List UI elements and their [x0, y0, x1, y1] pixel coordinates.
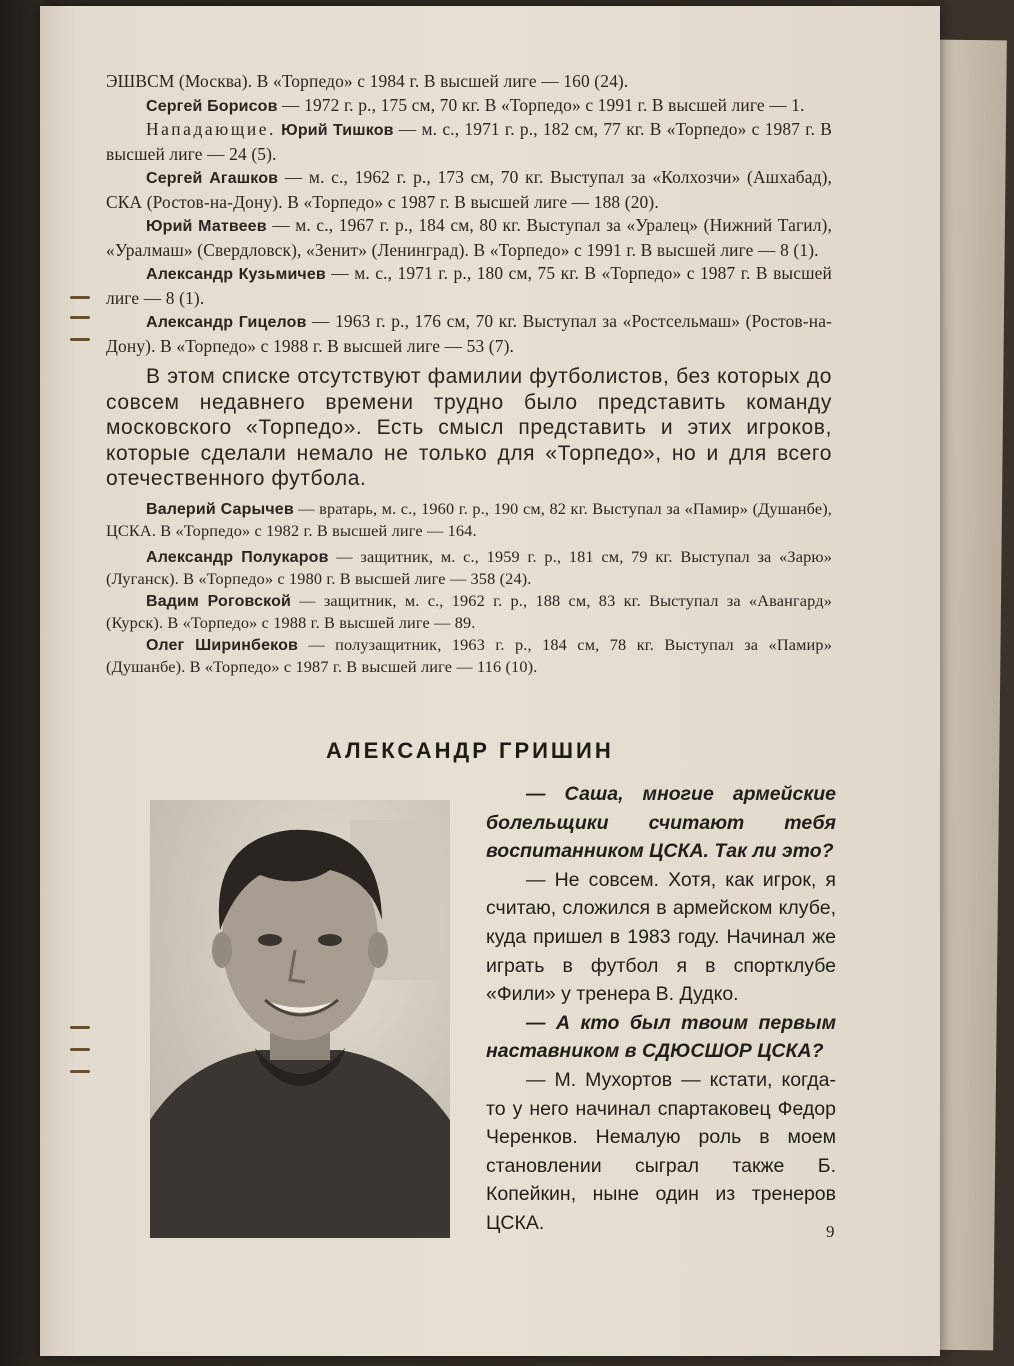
player-entry: Сергей Борисов — 1972 г. р., 175 см, 70 кг. В «Торпедо» с 1991 г. В высшей лиге — 1. [146, 94, 805, 115]
player-entry: Александр Гицелов — 1963 г. р., 176 см, 70 кг. Выступал за «Ростсельмаш» (Ростов-на-Дону). В «Торпедо» с 1988 г. В высшей лиге — 53 (7). [106, 311, 832, 356]
player-name: Александр Кузьмичев [146, 266, 326, 283]
player-name: Олег Ширинбеков [146, 636, 298, 654]
player-name: Александр Полукаров [146, 548, 329, 566]
section-label: Нападающие. [146, 119, 276, 139]
extra-player-entry: Александр Полукаров — защитник, м. с., 1959 г. р., 181 см, 79 кг. Выступал за «Зарю» (Луганск). В «Торпедо» с 1980 г. В высшей лиге — 358 (24). [106, 546, 832, 588]
article-title: АЛЕКСАНДР ГРИШИН [326, 738, 614, 763]
player-entry: Александр Кузьмичев — м. с., 1971 г. р., 180 см, 75 кг. В «Торпедо» с 1987 г. В высшей лиге — 8 (1). [106, 263, 832, 308]
binding-stitch-bottom [70, 1016, 90, 1096]
intro-paragraph: В этом списке отсутствуют фамилии футболистов, без которых до совсем недавнего времени трудно было представить команду московского «Торпедо». Есть смысл представить и этих игроков, которые сделали немало не только для «Торпедо», но и для всего отечественного футбола. [106, 365, 832, 490]
extra-player-entry: Вадим Роговской — защитник, м. с., 1962 г. р., 188 см, 83 кг. Выступал за «Авангард» (Курск). В «Торпедо» с 1988 г. В высшей лиге — 89. [106, 590, 832, 632]
player-name: Валерий Сарычев [146, 500, 294, 518]
player-name: Вадим Роговской [146, 592, 291, 610]
interview-question: — А кто был твоим первым наставником в СДЮСШОР ЦСКА? [486, 1011, 836, 1063]
text-column [106, 70, 832, 678]
player-portrait-photo [150, 800, 450, 1238]
player-entry: Нападающие. Юрий Тишков — м. с., 1971 г. р., 182 см, 77 кг. В «Торпедо» с 1987 г. В высшей лиге — 24 (5). [106, 119, 832, 164]
player-name: Юрий Матвеев [146, 218, 267, 235]
interview-answer: — Не совсем. Хотя, как игрок, я считаю, сложился в армейском клубе, куда пришел в 1983 году. Начинал же играть в футбол я в спортклубе «Фили» у тренера В. Дудко. [486, 868, 836, 1006]
portrait-illustration [150, 800, 450, 1238]
player-entry: Юрий Матвеев — м. с., 1967 г. р., 184 см, 80 кг. Выступал за «Уралец» (Нижний Тагил), «Уралмаш» (Свердловск), «Зенит» (Ленинград). В «Торпедо» с 1991 г. В высшей лиге — 8 (1). [106, 215, 832, 260]
list-line: ЭШВСМ (Москва). В «Торпедо» с 1984 г. В высшей лиге — 160 (24). [106, 71, 629, 91]
player-name: Сергей Агашков [146, 170, 279, 187]
page-number: 9 [826, 1222, 835, 1241]
interview-answer: — М. Мухортов — кстати, когда-то у него начинал спартаковец Федор Черенков. Немалую роль в моем становлении сыграл также Б. Копейкин, ныне один из тренеров ЦСКА. [486, 1068, 836, 1234]
player-name: Юрий Тишков [281, 122, 394, 139]
extra-player-entry: Олег Ширинбеков — полузащитник, 1963 г. р., 184 см, 78 кг. Выступал за «Памир» (Душанбе). В «Торпедо» с 1987 г. В высшей лиге — 116 (10). [106, 634, 832, 676]
player-entry: Сергей Агашков — м. с., 1962 г. р., 173 см, 70 кг. Выступал за «Колхозчи» (Ашхабад), СКА (Ростов-на-Дону). В «Торпедо» с 1987 г. В высшей лиге — 188 (20). [106, 167, 833, 212]
player-name: Сергей Борисов [146, 97, 278, 115]
interview-question: — Саша, многие армейские болельщики считают тебя воспитанником ЦСКА. Так ли это? [486, 783, 836, 863]
interview-column [486, 780, 836, 1238]
player-name: Александр Гицелов [146, 314, 307, 331]
extra-player-entry: Валерий Сарычев — вратарь, м. с., 1960 г. р., 190 см, 82 кг. Выступал за «Памир» (Душанбе), ЦСКА. В «Торпедо» с 1982 г. В высшей лиге — 164. [106, 498, 832, 540]
binding-stitch-top [70, 286, 90, 366]
